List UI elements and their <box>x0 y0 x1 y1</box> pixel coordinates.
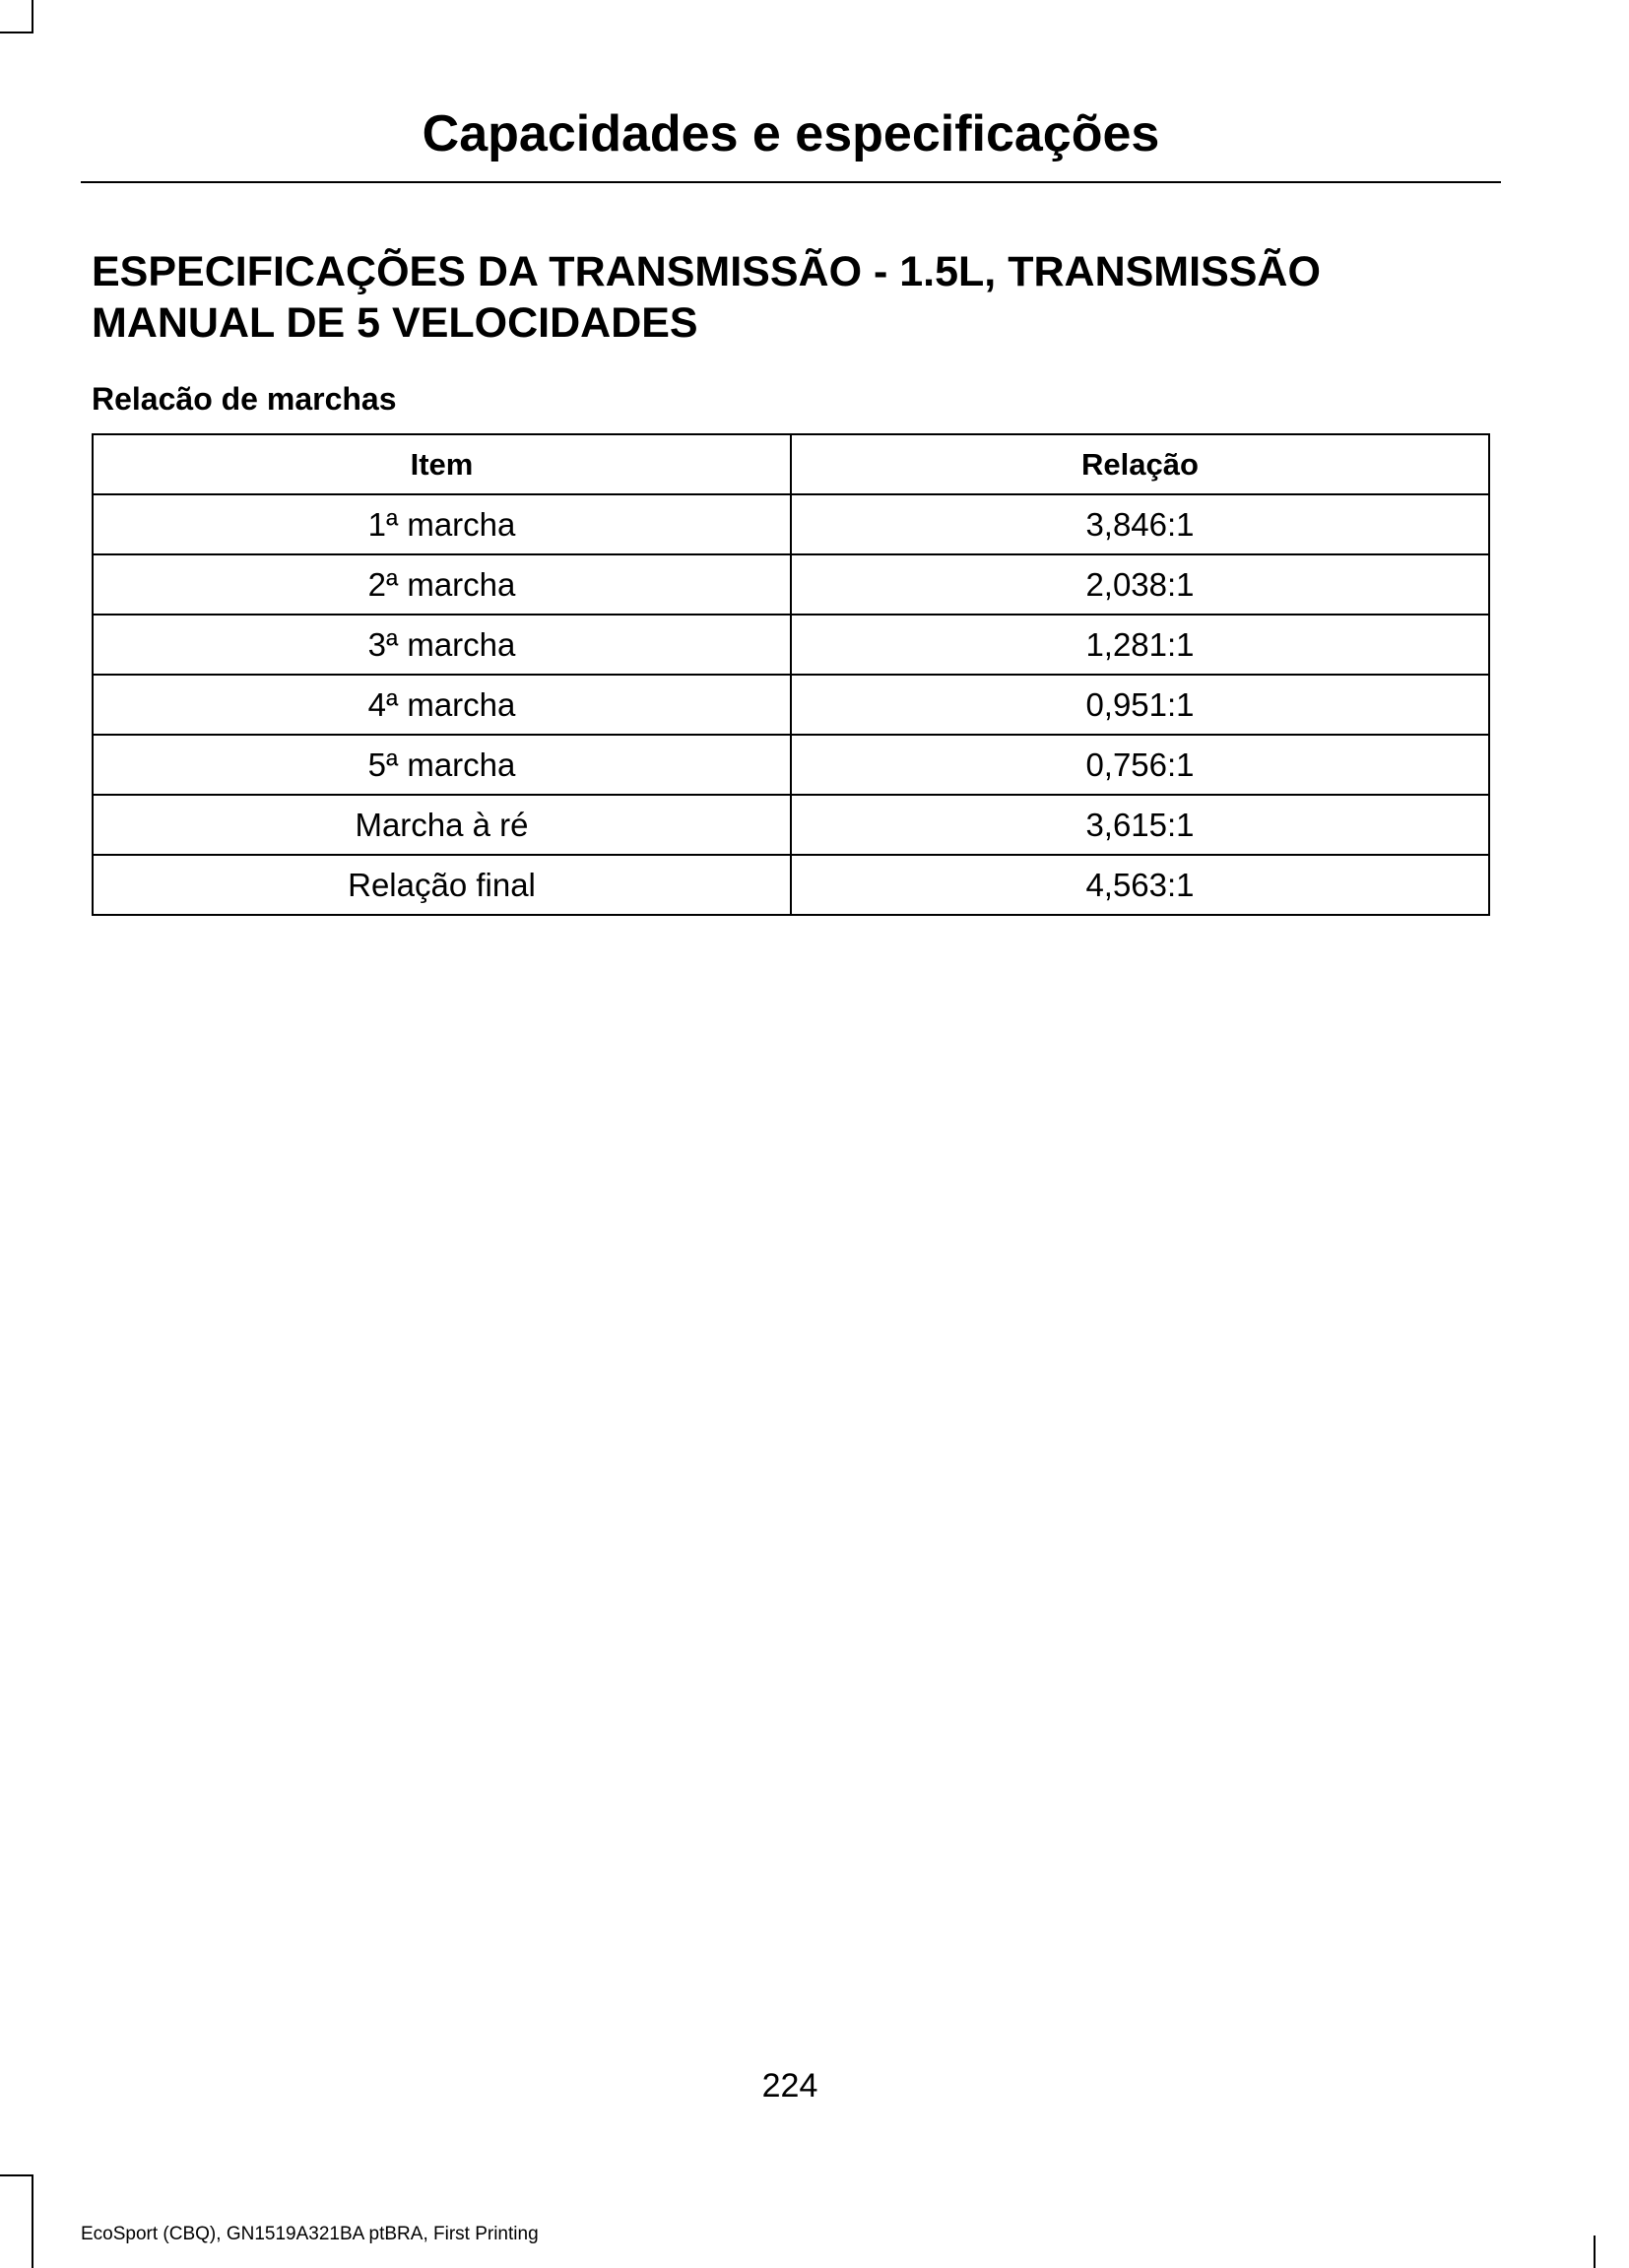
page-header: Capacidades e especificações <box>422 105 1160 162</box>
cell-ratio: 1,281:1 <box>791 615 1489 675</box>
cell-ratio: 0,951:1 <box>791 675 1489 735</box>
cell-ratio: 3,615:1 <box>791 795 1489 855</box>
gear-ratio-table <box>92 433 1490 916</box>
section-title <box>92 246 1490 349</box>
page-number: 224 <box>761 2067 818 2105</box>
table-row <box>93 554 1489 615</box>
crop-mark-top-left-vertical <box>32 0 33 33</box>
cell-ratio: 3,846:1 <box>791 494 1489 554</box>
cell-item: Relação final <box>93 855 791 915</box>
cell-ratio: 2,038:1 <box>791 554 1489 615</box>
column-header-item: Item <box>93 434 791 494</box>
table-row <box>93 494 1489 554</box>
cell-ratio: 4,563:1 <box>791 855 1489 915</box>
crop-mark-bottom-right-vertical <box>1594 2236 1596 2268</box>
cell-item: 1ª marcha <box>93 494 791 554</box>
cell-item: 4ª marcha <box>93 675 791 735</box>
cell-item: 3ª marcha <box>93 615 791 675</box>
subsection-title: Relacão de marchas <box>92 381 397 417</box>
table-row <box>93 855 1489 915</box>
cell-item: Marcha à ré <box>93 795 791 855</box>
table-row <box>93 615 1489 675</box>
table-row <box>93 735 1489 795</box>
cell-item: 5ª marcha <box>93 735 791 795</box>
cell-ratio: 0,756:1 <box>791 735 1489 795</box>
header-rule <box>81 181 1501 183</box>
cell-item: 2ª marcha <box>93 554 791 615</box>
crop-mark-top-left-horizontal <box>0 32 33 33</box>
table-header-row <box>93 434 1489 494</box>
table-row <box>93 795 1489 855</box>
section-title-line-2: MANUAL DE 5 VELOCIDADES <box>92 299 698 347</box>
table-row <box>93 675 1489 735</box>
column-header-ratio: Relação <box>791 434 1489 494</box>
crop-mark-bottom-left-vertical <box>32 2174 33 2268</box>
section-title-line-1: ESPECIFICAÇÕES DA TRANSMISSÃO - 1.5L, TRANSMISSÃO <box>92 248 1321 295</box>
crop-mark-bottom-left-horizontal <box>0 2174 33 2176</box>
footer-text: EcoSport (CBQ), GN1519A321BA ptBRA, First Printing <box>81 2224 539 2244</box>
